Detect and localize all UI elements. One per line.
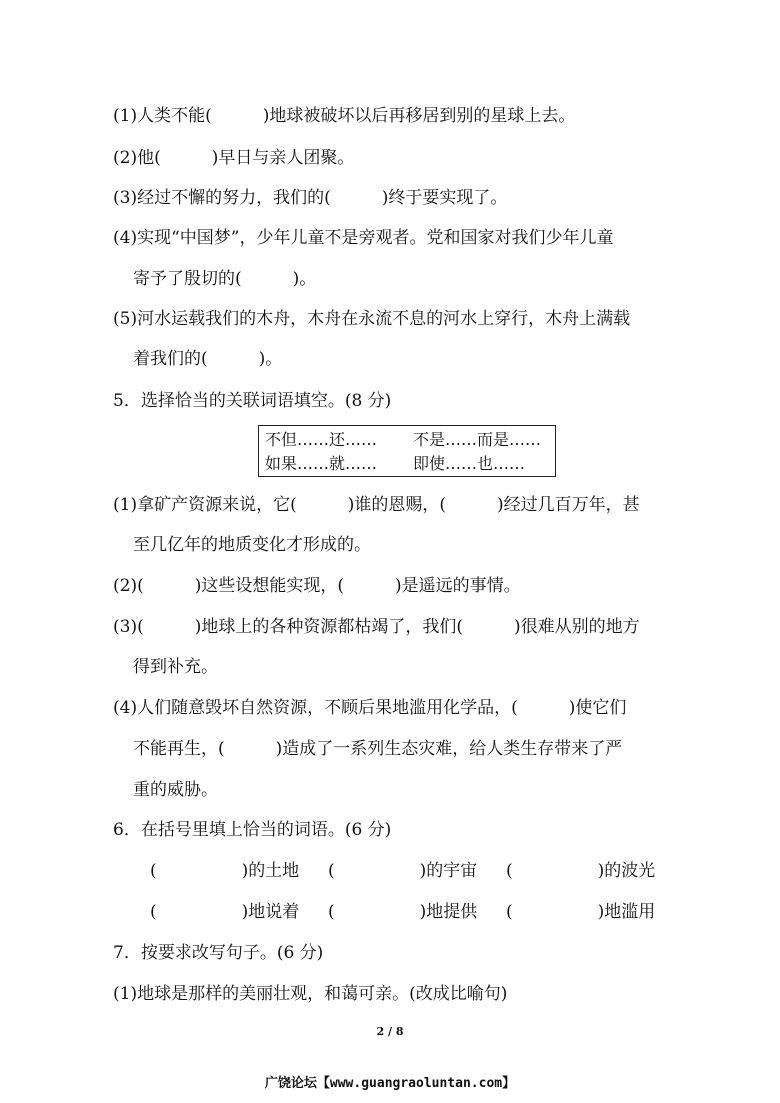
q6-blank-phrase: ( )的土地 [150, 861, 300, 881]
q5-item-4-line-2: 不能再生，( )造成了一系列生态灾难，给人类生存带来了严 [133, 739, 623, 759]
q5-item-1-line-1: (1)拿矿产资源来说，它( )谁的恩赐，( )经过几百万年，甚 [113, 495, 640, 515]
word-box-option: 如果……就…… [265, 454, 378, 473]
word-box-option: 不是……而是…… [413, 430, 542, 449]
q7-item-1-line-1: (1)地球是那样的美丽壮观，和蔼可亲。(改成比喻句) [113, 984, 508, 1004]
q5-item-3-line-2: 得到补充。 [133, 657, 218, 677]
q6-row-2 [150, 900, 670, 924]
q5-item-4-line-3: 重的威胁。 [133, 780, 218, 800]
q5-item-3-line-1: (3)( )地球上的各种资源都枯竭了，我们( )很难从别的地方 [113, 617, 640, 637]
q4-item-5-line-2: 着我们的( )。 [133, 349, 283, 369]
q6-heading: 6．在括号里填上恰当的词语。(6 分) [113, 820, 392, 840]
q6-blank-phrase: ( )的波光 [506, 861, 656, 881]
q6-blank-phrase: ( )的宇宙 [328, 861, 478, 881]
q6-blank-phrase: ( )地提供 [328, 902, 478, 922]
word-box-row [265, 428, 549, 452]
q5-item-4-line-1: (4)人们随意毁坏自然资源，不顾后果地滥用化学品，( )使它们 [113, 698, 627, 718]
q5-item-1-line-2: 至几亿年的地质变化才形成的。 [133, 535, 371, 555]
q5-heading: 5．选择恰当的关联词语填空。(8 分) [113, 391, 392, 411]
q4-item-4-line-1: (4)实现“中国梦”，少年儿童不是旁观者。党和国家对我们少年儿童 [113, 228, 614, 248]
q6-blank-phrase: ( )地说着 [150, 902, 300, 922]
word-box-option: 不但……还…… [265, 430, 378, 449]
q4-item-1-line-1: (1)人类不能( )地球被破坏以后再移居到别的星球上去。 [113, 106, 576, 126]
page-number: 2 / 8 [376, 1025, 404, 1038]
q5-item-2-line-1: (2)( )这些设想能实现，( )是遥远的事情。 [113, 576, 521, 596]
q4-item-4-line-2: 寄予了殷切的( )。 [133, 269, 317, 289]
footer-watermark: 广饶论坛【www.guangraoluntan.com】 [264, 1076, 516, 1091]
q4-item-2-line-1: (2)他( )早日与亲人团聚。 [113, 148, 355, 168]
word-box-row [265, 452, 549, 476]
q6-row-1 [150, 859, 670, 883]
word-box-option: 即使……也…… [413, 454, 526, 473]
q7-heading: 7．按要求改写句子。(6 分) [113, 943, 324, 963]
q4-item-3-line-1: (3)经过不懈的努力，我们的( )终于要实现了。 [113, 188, 508, 208]
q6-blank-phrase: ( )地滥用 [506, 902, 656, 922]
q4-item-5-line-1: (5)河水运载我们的木舟，木舟在永流不息的河水上穿行，木舟上满载 [113, 309, 631, 329]
q5-word-box [258, 425, 556, 477]
